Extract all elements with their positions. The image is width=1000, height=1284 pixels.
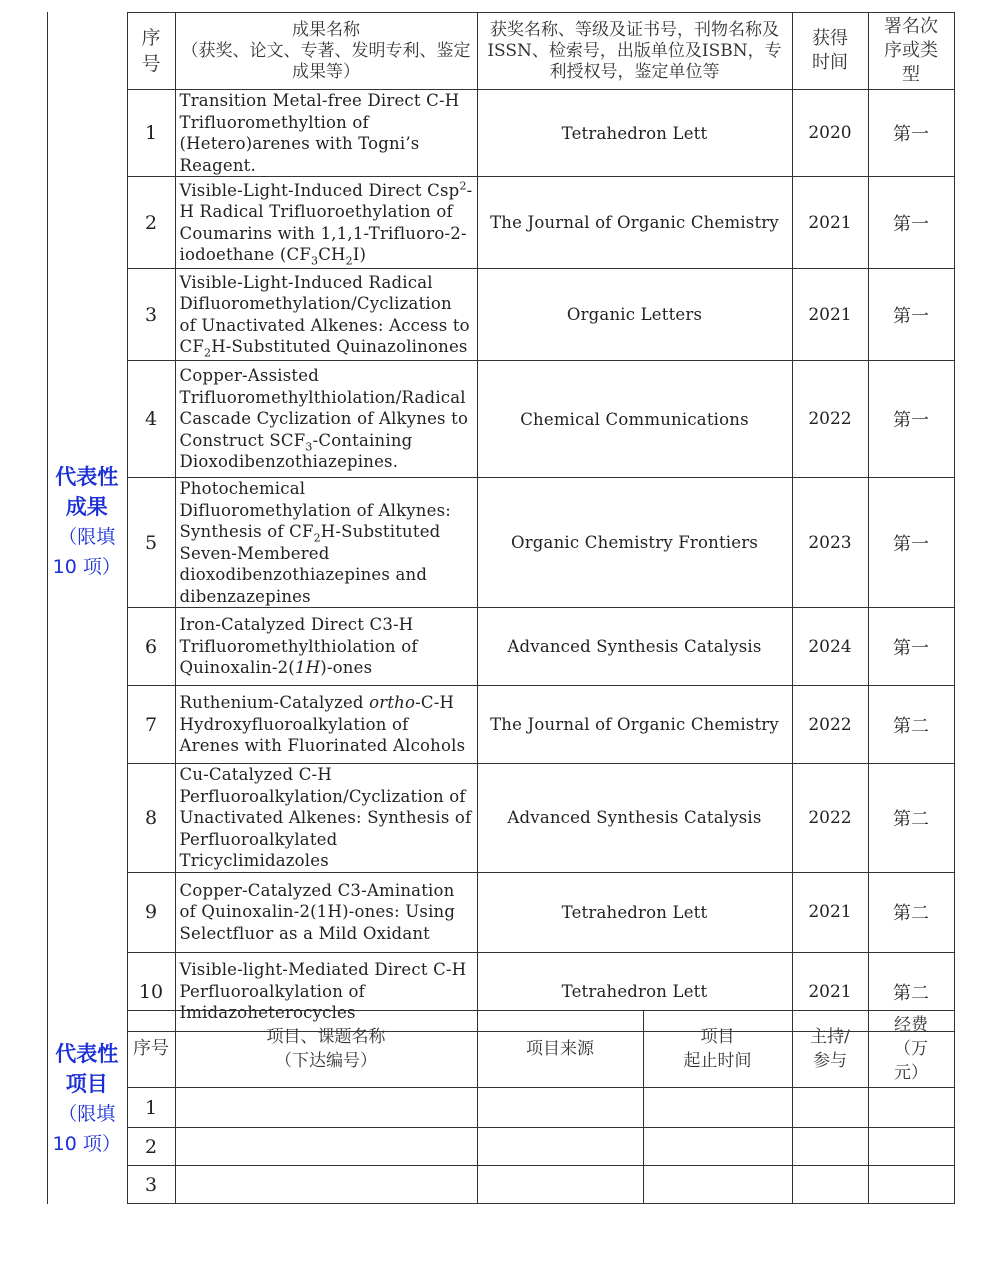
table-row [47, 177, 954, 269]
title-part: H-Substituted Quinazolinones [211, 337, 468, 356]
header-period-line2: 起止时间 [683, 1051, 752, 1071]
header-index: 序号 [127, 1011, 175, 1088]
achievement-title: Copper-Catalyzed C3-Amination of Quinoxalin-2(1H)-ones: Using Selectfluor as a Mild Oxidant [175, 872, 477, 952]
row-index: 2 [127, 1128, 175, 1166]
project-source-cell [477, 1088, 643, 1128]
table-row [47, 872, 954, 952]
title-part: CH [318, 245, 346, 264]
table-row [47, 608, 954, 686]
row-index: 3 [127, 1166, 175, 1204]
achievement-title: Transition Metal-free Direct C-H Trifluoromethyltion of (Hetero)arenes with Togni’s Reagent. [175, 90, 477, 177]
project-period-cell [643, 1088, 792, 1128]
year: 2022 [792, 764, 868, 873]
project-role-cell [792, 1166, 868, 1204]
projects-table [47, 1010, 955, 1204]
table-row [47, 478, 954, 608]
achievement-title [175, 608, 477, 686]
author-order: 第二 [868, 764, 954, 873]
author-order: 第一 [868, 177, 954, 269]
author-order: 第一 [868, 361, 954, 478]
year: 2021 [792, 952, 868, 1031]
header-name-line2: （获奖、论文、专著、发明专利、鉴定成果等） [181, 40, 471, 82]
achievements-side-label [47, 13, 127, 1032]
journal-name: The Journal of Organic Chemistry [477, 177, 792, 269]
table-row [47, 269, 954, 361]
header-name-line2: （下达编号） [275, 1051, 377, 1071]
side-label-line: 10 项） [52, 1132, 121, 1155]
title-part: I) [352, 245, 367, 264]
achievement-title [175, 478, 477, 608]
header-time: 获得时间 [792, 13, 868, 90]
row-index: 10 [127, 952, 175, 1031]
project-period-cell [643, 1128, 792, 1166]
year: 2021 [792, 269, 868, 361]
journal-name: Advanced Synthesis Catalysis [477, 608, 792, 686]
achievement-title [175, 269, 477, 361]
achievement-title: Visible-light-Mediated Direct C-H Perfluoroalkylation of Imidazoheterocycles [175, 952, 477, 1031]
project-name-cell [175, 1166, 477, 1204]
author-order: 第一 [868, 90, 954, 177]
title-part: Visible-Light-Induced Direct Csp [179, 180, 460, 200]
author-order: 第二 [868, 952, 954, 1031]
title-subscript: 2 [345, 254, 353, 268]
row-index: 9 [127, 872, 175, 952]
journal-name: Tetrahedron Lett [477, 872, 792, 952]
journal-name: Tetrahedron Lett [477, 952, 792, 1031]
projects-side-label [47, 1011, 127, 1204]
project-source-cell [477, 1166, 643, 1204]
title-part: )-ones [320, 658, 373, 678]
author-order: 第一 [868, 269, 954, 361]
journal-name: The Journal of Organic Chemistry [477, 686, 792, 764]
year: 2022 [792, 686, 868, 764]
header-name-line1: 项目、课题名称 [266, 1027, 386, 1047]
title-subscript: 2 [313, 531, 321, 545]
table-row [47, 764, 954, 873]
row-index: 8 [127, 764, 175, 873]
row-index: 1 [127, 90, 175, 177]
project-period-cell [643, 1166, 792, 1204]
side-label-line: （限填 [58, 1102, 116, 1125]
year: 2022 [792, 361, 868, 478]
row-index: 7 [127, 686, 175, 764]
header-period [643, 1011, 792, 1088]
title-part: Copper-Assisted Trifluoromethylthiolation/Radical Cascade Cyclization of Alkynes to Construct SCF [179, 366, 469, 450]
achievement-title [175, 361, 477, 478]
title-part: -Containing Dioxodibenzothiazepines. [179, 430, 413, 472]
year: 2024 [792, 608, 868, 686]
side-label-line: （限填 [58, 525, 116, 548]
title-part: Ruthenium-Catalyzed [179, 693, 370, 713]
project-funding-cell [868, 1128, 954, 1166]
header-project-name [175, 1011, 477, 1088]
row-index: 6 [127, 608, 175, 686]
side-label-line: 项目 [65, 1071, 108, 1096]
side-label-line: 代表性 [55, 464, 119, 489]
achievement-title [175, 686, 477, 764]
table-row [47, 1166, 954, 1204]
journal-name: Organic Letters [477, 269, 792, 361]
header-name [175, 13, 477, 90]
achievements-header-row [47, 13, 954, 90]
row-index: 3 [127, 269, 175, 361]
project-source-cell [477, 1128, 643, 1166]
side-label-line: 10 项） [52, 555, 121, 578]
header-period-line1: 项目 [700, 1027, 735, 1047]
title-part: Iron-Catalyzed Direct C3-H Trifluoromethylthiolation of Quinoxalin-2( [179, 615, 418, 678]
author-order: 第一 [868, 608, 954, 686]
project-role-cell [792, 1088, 868, 1128]
row-index: 1 [127, 1088, 175, 1128]
title-subscript: 3 [311, 254, 319, 268]
title-subscript: 2 [203, 346, 212, 360]
title-part: Photochemical Difluoromethylation of Alkynes: Synthesis of CF [179, 479, 452, 541]
title-part: -H Radical Trifluoroethylation of Coumarins with 1,1,1-Trifluoro-2-iodoethane (CF [179, 180, 473, 264]
header-funding: 经费（万元） [868, 1011, 954, 1088]
header-index: 序号 [127, 13, 175, 90]
year: 2021 [792, 872, 868, 952]
journal-name: Chemical Communications [477, 361, 792, 478]
author-order: 第二 [868, 686, 954, 764]
header-order: 署名次序或类型 [868, 13, 954, 90]
row-index: 4 [127, 361, 175, 478]
table-row [47, 361, 954, 478]
achievements-table [47, 12, 955, 1032]
title-italic: 1H [294, 658, 321, 678]
header-source: 项目来源 [477, 1011, 643, 1088]
achievement-title [175, 177, 477, 269]
row-index: 2 [127, 177, 175, 269]
author-order: 第一 [868, 478, 954, 608]
header-role: 主持/参与 [792, 1011, 868, 1088]
header-award-info: 获奖名称、等级及证书号，刊物名称及ISSN、检索号，出版单位及ISBN，专利授权号，鉴定单位等 [477, 13, 792, 90]
title-subscript: 3 [305, 440, 313, 454]
title-part: Visible-Light-Induced Radical Difluoromethylation/Cyclization of Unactivated Alkenes: Access to CF [179, 272, 470, 356]
table-row [47, 686, 954, 764]
achievement-title: Cu-Catalyzed C-H Perfluoroalkylation/Cyclization of Unactivated Alkenes: Synthesis of Perfluoroalkylated Tricyclimidazoles [175, 764, 477, 873]
side-label-line: 代表性 [55, 1041, 119, 1066]
year: 2020 [792, 90, 868, 177]
table-row [47, 1088, 954, 1128]
title-superscript: 2 [459, 179, 467, 192]
author-order: 第二 [868, 872, 954, 952]
side-label-line: 成果 [65, 494, 108, 519]
table-row [47, 90, 954, 177]
project-name-cell [175, 1088, 477, 1128]
title-italic: ortho [369, 693, 416, 713]
journal-name: Tetrahedron Lett [477, 90, 792, 177]
project-funding-cell [868, 1166, 954, 1204]
table-row [47, 1128, 954, 1166]
projects-header-row [47, 1011, 954, 1088]
title-part: H-Substituted Seven-Membered dioxodibenzothiazepines and dibenzazepines [179, 522, 441, 606]
journal-name: Advanced Synthesis Catalysis [477, 764, 792, 873]
year: 2023 [792, 478, 868, 608]
project-funding-cell [868, 1088, 954, 1128]
year: 2021 [792, 177, 868, 269]
row-index: 5 [127, 478, 175, 608]
header-name-line1: 成果名称 [292, 19, 360, 40]
project-role-cell [792, 1128, 868, 1166]
project-name-cell [175, 1128, 477, 1166]
title-part: -C-H Hydroxyfluoroalkylation of Arenes with Fluorinated Alcohols [179, 693, 466, 756]
journal-name: Organic Chemistry Frontiers [477, 478, 792, 608]
